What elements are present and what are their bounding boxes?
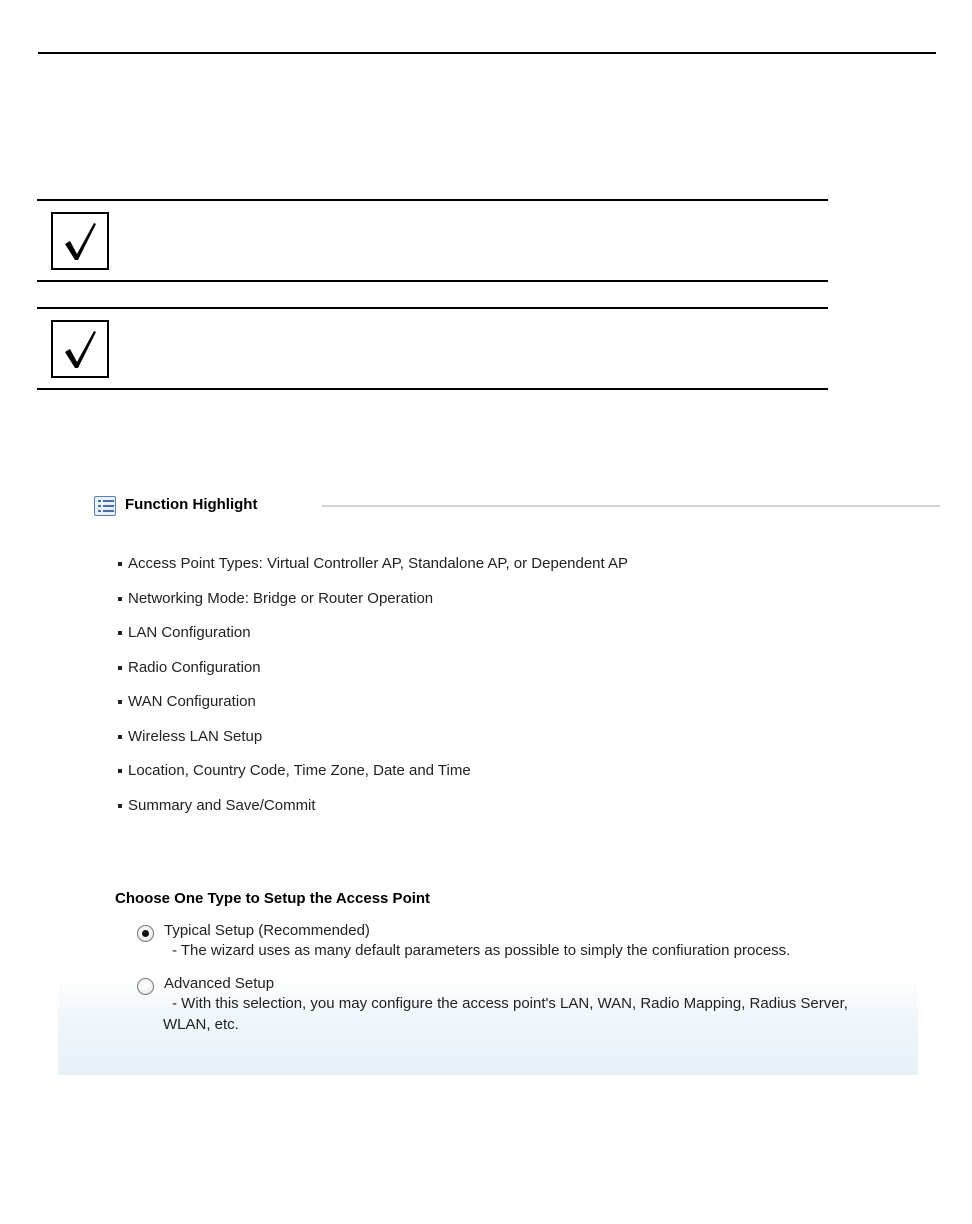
typical-setup-radio[interactable] [137, 925, 154, 942]
list-item: Radio Configuration [118, 658, 628, 693]
typical-setup-description: - The wizard uses as many default parameters as possible to simply the confiuration process. [172, 942, 791, 959]
typical-setup-label[interactable]: Typical Setup (Recommended) [164, 922, 370, 939]
list-item: WAN Configuration [118, 692, 628, 727]
header-divider [322, 505, 940, 507]
bullet-icon [118, 700, 122, 704]
list-item: Summary and Save/Commit [118, 796, 628, 831]
list-item: Location, Country Code, Time Zone, Date and Time [118, 761, 628, 796]
note-block-1 [37, 199, 828, 282]
bullet-icon [118, 769, 122, 773]
bullet-icon [118, 666, 122, 670]
bullet-icon [118, 631, 122, 635]
note-block-2 [37, 307, 828, 390]
wizard-screenshot [58, 478, 918, 1075]
bullet-icon [118, 562, 122, 566]
header-rule [38, 52, 936, 54]
list-icon [94, 496, 116, 516]
function-highlight-list [118, 554, 628, 830]
function-highlight-header [94, 494, 904, 516]
advanced-setup-description-cont: WLAN, etc. [163, 1016, 239, 1033]
note-checkmark-box [51, 320, 109, 378]
radio-selected-dot [142, 930, 149, 937]
advanced-setup-label[interactable]: Advanced Setup [164, 975, 275, 992]
bullet-icon [118, 804, 122, 808]
checkmark-icon [61, 220, 101, 264]
advanced-setup-description: - With this selection, you may configure the access point's LAN, WAN, Radio Mapping, Radius Server, [172, 995, 848, 1012]
bullet-icon [118, 735, 122, 739]
function-highlight-title: Function Highlight [125, 496, 258, 513]
list-item: Networking Mode: Bridge or Router Operation [118, 589, 628, 624]
bullet-icon [118, 597, 122, 601]
note-checkmark-box [51, 212, 109, 270]
advanced-setup-radio[interactable] [137, 978, 154, 995]
list-item: Wireless LAN Setup [118, 727, 628, 762]
list-item: Access Point Types: Virtual Controller AP, Standalone AP, or Dependent AP [118, 554, 628, 589]
setup-type-title: Choose One Type to Setup the Access Point [115, 890, 431, 907]
list-item: LAN Configuration [118, 623, 628, 658]
checkmark-icon [61, 328, 101, 372]
